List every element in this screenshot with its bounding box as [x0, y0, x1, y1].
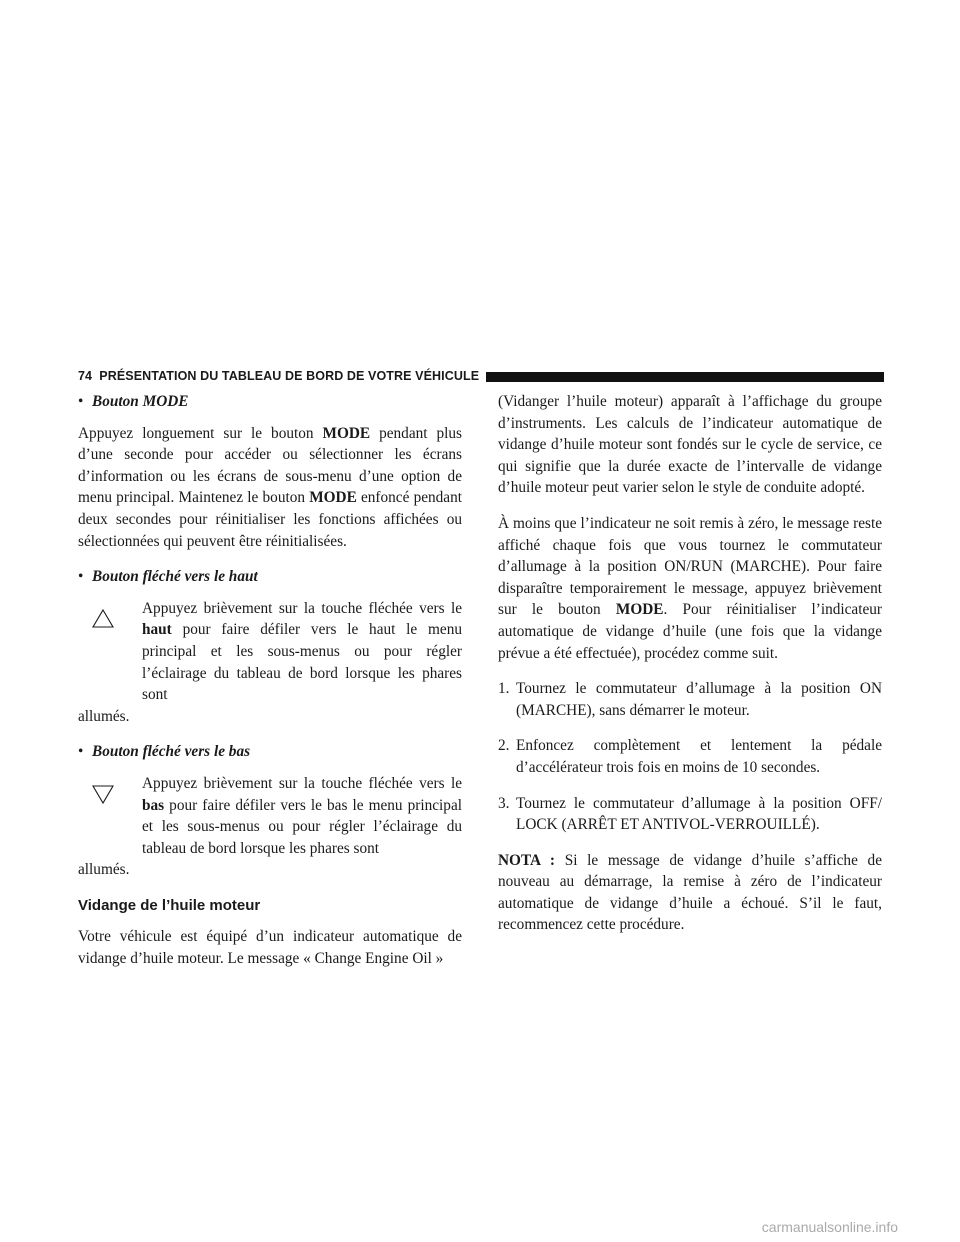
header-rule [486, 372, 884, 382]
bullet-title: Bouton fléché vers le haut [92, 568, 258, 586]
footer-watermark: carmanualsonline.info [761, 1219, 898, 1235]
bullet-title: Bouton MODE [92, 393, 189, 410]
step-item: 3. Tournez le commutateur d’allumage à la position OFF/ LOCK (ARRÊT ET ANTIVOL-VERROUILLÉ). [498, 794, 882, 834]
reset-paragraph: À moins que l’indicateur ne soit remis à zéro, le message reste affiché chaque fois que vous tournez le commutateur d’allumage à la position ON/RUN (MARCHE). Pour faire disparaître temporairement le message, appuyez brièvement sur le bouton MODE. Pour réinitialiser l’indicateur automatique de vidange d’huile (une fois que la vidange prévue a été effectuée), procédez comme suit. [498, 514, 882, 662]
bullet-up-button [78, 566, 462, 588]
section-title: PRÉSENTATION DU TABLEAU DE BORD DE VOTRE VÉHICULE [99, 369, 480, 383]
bullet-title: Bouton fléché vers le bas [92, 743, 251, 761]
running-header [78, 368, 884, 386]
left-column [78, 391, 462, 970]
oil-intro-paragraph: Votre véhicule est équipé d’un indicateur automatique de vidange d’huile moteur. Le message « Change Engine Oil » [78, 928, 462, 968]
up-arrow-paragraph: Appuyez brièvement sur la touche fléchée vers le haut pour faire défiler vers le haut le menu principal et les sous-menus ou pour régler l’éclairage du tableau de bord lorsque les phares sont allumés. [78, 599, 462, 725]
page-number: 74 [78, 369, 93, 383]
section-heading: Vidange de l’huile moteur [78, 896, 261, 914]
nota-paragraph: NOTA : Si le message de vidange d’huile s’affiche de nouveau au démarrage, la remise à zéro de l’indicateur automatique de vidange d’huile a échoué. S’il le faut, recommencez cette procédure. [498, 851, 882, 934]
right-column [498, 391, 882, 936]
down-arrow-outline-icon [92, 783, 114, 805]
step-item: 1. Tournez le commutateur d’allumage à la position ON (MARCHE), sans démarrer le moteur. [498, 680, 882, 719]
bullet-dot: • [78, 393, 84, 410]
bullet-mode-button [78, 391, 462, 413]
bullet-dot: • [78, 568, 84, 586]
mode-paragraph: Appuyez longuement sur le bouton MODE pendant plus d’une seconde pour accéder ou sélectionner les écrans d’information ou les écrans de sous-menu d’une option de menu principal. Maintenez le bouton MODE enfoncé pendant deux secondes pour réinitialiser les fonctions affichées ou sélectionnées qui peuvent être réinitialisées. [78, 424, 462, 550]
down-arrow-paragraph: Appuyez brièvement sur la touche fléchée vers le bas pour faire défiler vers le bas le menu principal et les sous-menus ou pour régler l’éclairage du tableau de bord lorsque les phares sont allumés. [78, 774, 462, 879]
bullet-down-button [78, 741, 462, 763]
header-label [78, 368, 479, 384]
up-arrow-outline-icon [92, 608, 114, 630]
nota-label: NOTA : [498, 851, 555, 869]
bullet-dot: • [78, 743, 84, 761]
step-item: 2. Enfoncez complètement et lentement la pédale d’accélérateur trois fois en moins de 10 secondes. [498, 737, 882, 776]
oil-continued-paragraph: (Vidanger l’huile moteur) apparaît à l’affichage du groupe d’instruments. Les calculs de l’indicateur automatique de vidange d’huile moteur sont fondés sur le cycle de service, ce qui signifie que la durée exacte de l’intervalle de vidange d’huile moteur peut varier selon le style de conduite adopté. [498, 393, 882, 497]
